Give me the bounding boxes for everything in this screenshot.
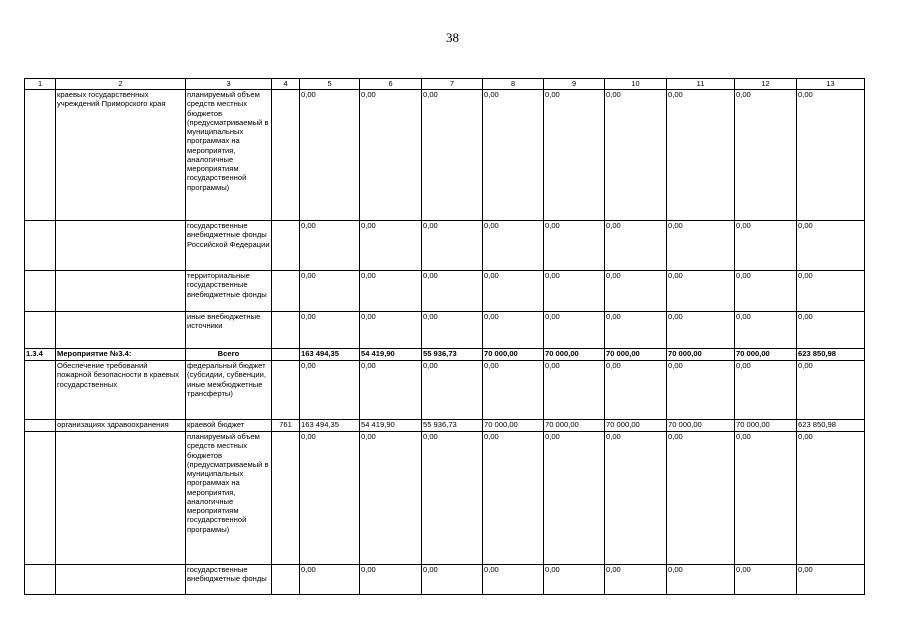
value-cell: 70 000,00	[605, 420, 667, 432]
value-cell: 70 000,00	[667, 420, 735, 432]
value-cell: 0,00	[360, 565, 422, 595]
table-row	[25, 312, 865, 349]
value-cell: 623 850,98	[797, 420, 865, 432]
value-cell: 0,00	[544, 271, 605, 312]
code-cell	[272, 90, 300, 221]
value-cell: 0,00	[300, 361, 360, 420]
value-cell: 0,00	[667, 361, 735, 420]
value-cell: 0,00	[544, 565, 605, 595]
value-cell: 0,00	[667, 221, 735, 271]
value-cell: 0,00	[300, 312, 360, 349]
value-cell: 0,00	[544, 361, 605, 420]
value-cell: 0,00	[483, 221, 544, 271]
value-cell: 0,00	[544, 221, 605, 271]
value-cell: 0,00	[797, 361, 865, 420]
table-row	[25, 221, 865, 271]
value-cell: 0,00	[735, 90, 797, 221]
funding-source-cell: государственные внебюджетные фонды Российской Федерации	[186, 221, 272, 271]
value-cell: 0,00	[667, 432, 735, 565]
value-cell: 163 494,35	[300, 349, 360, 361]
value-cell: 0,00	[605, 271, 667, 312]
value-cell: 0,00	[735, 312, 797, 349]
value-cell: 0,00	[422, 271, 483, 312]
table-row	[25, 565, 865, 595]
value-cell: 0,00	[544, 312, 605, 349]
value-cell: 0,00	[667, 90, 735, 221]
header-cell: 1	[25, 79, 56, 90]
value-cell: 0,00	[605, 565, 667, 595]
row-number-cell	[25, 271, 56, 312]
row-number-cell	[25, 420, 56, 432]
value-cell: 70 000,00	[483, 420, 544, 432]
header-row	[25, 79, 865, 90]
value-cell: 0,00	[797, 221, 865, 271]
value-cell: 0,00	[797, 90, 865, 221]
code-cell	[272, 271, 300, 312]
code-cell	[272, 349, 300, 361]
value-cell: 70 000,00	[605, 349, 667, 361]
value-cell: 0,00	[300, 221, 360, 271]
value-cell: 0,00	[360, 221, 422, 271]
page-number: 38	[446, 30, 459, 45]
row-number-cell	[25, 90, 56, 221]
activity-name-cell: организациях здравоохранения	[56, 420, 186, 432]
row-number-cell	[25, 221, 56, 271]
value-cell: 0,00	[483, 361, 544, 420]
header-cell: 7	[422, 79, 483, 90]
value-cell: 0,00	[422, 565, 483, 595]
budget-table	[24, 78, 865, 595]
funding-source-cell: планируемый объем средств местных бюджетов (предусматриваемый в муниципальных программах на мероприятия, аналогичные мероприятиям государственной программы)	[186, 90, 272, 221]
value-cell: 623 850,98	[797, 349, 865, 361]
value-cell: 0,00	[360, 361, 422, 420]
header-cell: 5	[300, 79, 360, 90]
table-row	[25, 420, 865, 432]
row-number-cell	[25, 312, 56, 349]
activity-name-cell	[56, 271, 186, 312]
header-cell: 12	[735, 79, 797, 90]
table-row	[25, 349, 865, 361]
value-cell: 0,00	[735, 432, 797, 565]
activity-name-cell: Мероприятие №3.4:	[56, 349, 186, 361]
value-cell: 0,00	[605, 312, 667, 349]
value-cell: 0,00	[360, 271, 422, 312]
activity-name-cell: краевых государственных учреждений Приморского края	[56, 90, 186, 221]
code-cell: 761	[272, 420, 300, 432]
value-cell: 0,00	[667, 271, 735, 312]
funding-source-cell: государственные внебюджетные фонды	[186, 565, 272, 595]
value-cell: 70 000,00	[544, 349, 605, 361]
value-cell: 0,00	[360, 312, 422, 349]
value-cell: 0,00	[483, 271, 544, 312]
code-cell	[272, 312, 300, 349]
header-cell: 11	[667, 79, 735, 90]
table-row	[25, 90, 865, 221]
value-cell: 0,00	[797, 312, 865, 349]
value-cell: 0,00	[422, 90, 483, 221]
value-cell: 0,00	[483, 90, 544, 221]
value-cell: 55 936,73	[422, 349, 483, 361]
code-cell	[272, 565, 300, 595]
value-cell: 0,00	[735, 271, 797, 312]
row-number-cell	[25, 361, 56, 420]
funding-source-cell: планируемый объем средств местных бюджетов (предусматриваемый в муниципальных программах на мероприятия, аналогичные мероприятиям государственной программы)	[186, 432, 272, 565]
row-number-cell: 1.3.4	[25, 349, 56, 361]
value-cell: 0,00	[797, 565, 865, 595]
funding-source-cell: территориальные государственные внебюджетные фонды	[186, 271, 272, 312]
value-cell: 0,00	[735, 221, 797, 271]
value-cell: 0,00	[360, 432, 422, 565]
value-cell: 0,00	[797, 432, 865, 565]
value-cell: 0,00	[300, 432, 360, 565]
value-cell: 0,00	[605, 90, 667, 221]
value-cell: 0,00	[735, 361, 797, 420]
value-cell: 0,00	[544, 432, 605, 565]
value-cell: 0,00	[422, 361, 483, 420]
value-cell: 0,00	[483, 432, 544, 565]
header-cell: 3	[186, 79, 272, 90]
activity-name-cell	[56, 432, 186, 565]
code-cell	[272, 432, 300, 565]
header-cell: 9	[544, 79, 605, 90]
value-cell: 70 000,00	[735, 420, 797, 432]
value-cell: 0,00	[544, 90, 605, 221]
header-cell: 4	[272, 79, 300, 90]
table-row	[25, 361, 865, 420]
value-cell: 0,00	[483, 312, 544, 349]
header-cell: 10	[605, 79, 667, 90]
value-cell: 0,00	[300, 565, 360, 595]
value-cell: 0,00	[422, 432, 483, 565]
value-cell: 0,00	[300, 90, 360, 221]
value-cell: 0,00	[605, 361, 667, 420]
value-cell: 70 000,00	[735, 349, 797, 361]
table-row	[25, 432, 865, 565]
value-cell: 54 419,90	[360, 349, 422, 361]
value-cell: 0,00	[605, 432, 667, 565]
value-cell: 163 494,35	[300, 420, 360, 432]
value-cell: 0,00	[667, 565, 735, 595]
funding-source-cell: иные внебюджетные источники	[186, 312, 272, 349]
activity-name-cell	[56, 312, 186, 349]
header-cell: 6	[360, 79, 422, 90]
value-cell: 0,00	[667, 312, 735, 349]
row-number-cell	[25, 432, 56, 565]
value-cell: 0,00	[483, 565, 544, 595]
row-number-cell	[25, 565, 56, 595]
header-cell: 8	[483, 79, 544, 90]
value-cell: 0,00	[300, 271, 360, 312]
code-cell	[272, 221, 300, 271]
funding-source-cell: федеральный бюджет (субсидии, субвенции, иные межбюджетные трансферты)	[186, 361, 272, 420]
activity-name-cell	[56, 565, 186, 595]
funding-source-cell: Всего	[186, 349, 272, 361]
value-cell: 0,00	[360, 90, 422, 221]
value-cell: 70 000,00	[544, 420, 605, 432]
value-cell: 0,00	[605, 221, 667, 271]
value-cell: 55 936,73	[422, 420, 483, 432]
value-cell: 0,00	[422, 221, 483, 271]
value-cell: 0,00	[797, 271, 865, 312]
value-cell: 70 000,00	[667, 349, 735, 361]
header-cell: 2	[56, 79, 186, 90]
activity-name-cell	[56, 221, 186, 271]
code-cell	[272, 361, 300, 420]
value-cell: 0,00	[735, 565, 797, 595]
activity-name-cell: Обеспечение требований пожарной безопасности в краевых государственных	[56, 361, 186, 420]
value-cell: 70 000,00	[483, 349, 544, 361]
value-cell: 54 419,90	[360, 420, 422, 432]
value-cell: 0,00	[422, 312, 483, 349]
funding-source-cell: краевой бюджет	[186, 420, 272, 432]
header-cell: 13	[797, 79, 865, 90]
table-row	[25, 271, 865, 312]
